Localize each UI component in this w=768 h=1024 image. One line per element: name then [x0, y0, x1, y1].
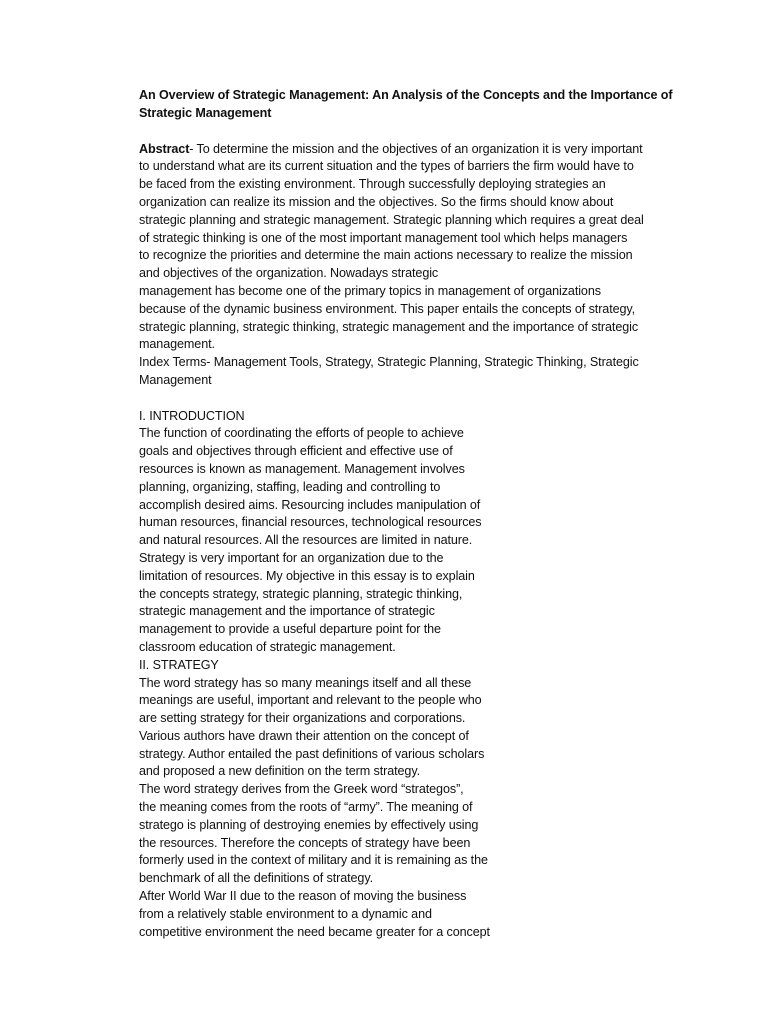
body-line: benchmark of all the definitions of strategy.	[139, 871, 373, 886]
body-line: After World War II due to the reason of moving the business	[139, 889, 467, 904]
body-line: limitation of resources. My objective in this essay is to explain	[139, 568, 475, 583]
body-line: The word strategy has so many meanings itself and all these	[139, 675, 472, 690]
abstract-line: organization can realize its mission and the objectives. So the firms should know about	[139, 194, 614, 209]
section-heading-strategy: II. STRATEGY	[139, 657, 219, 672]
body-line: and proposed a new definition on the term strategy.	[139, 764, 421, 779]
index-terms-line: Management	[139, 372, 212, 387]
paper-title	[139, 87, 684, 123]
body-line: The function of coordinating the efforts of people to achieve	[139, 426, 464, 441]
abstract-line: of strategic thinking is one of the most important management tool which helps managers	[139, 230, 628, 245]
body-line: human resources, financial resources, technological resources	[139, 515, 482, 530]
body-column	[139, 408, 519, 942]
abstract-line: management has become one of the primary topics in management of organizations	[139, 283, 601, 298]
body-line: competitive environment the need became greater for a concept	[139, 924, 490, 939]
body-line: goals and objectives through efficient and effective use of	[139, 444, 453, 459]
abstract-section	[139, 141, 679, 355]
title-line: An Overview of Strategic Management: An Analysis of the Concepts and the Importance of	[139, 88, 673, 102]
abstract-line: and objectives of the organization. Nowadays strategic	[139, 266, 439, 281]
body-line: Strategy is very important for an organization due to the	[139, 550, 444, 565]
body-line: Various authors have drawn their attention on the concept of	[139, 728, 469, 743]
body-line: the meaning comes from the roots of “army”. The meaning of	[139, 800, 473, 815]
body-line: strategic management and the importance of strategic	[139, 604, 435, 619]
body-line: the resources. Therefore the concepts of strategy have been	[139, 835, 471, 850]
abstract-line: because of the dynamic business environment. This paper entails the concepts of strategy,	[139, 301, 636, 316]
abstract-line: to understand what are its current situation and the types of barriers the firm would have to	[139, 159, 634, 174]
body-line: from a relatively stable environment to a dynamic and	[139, 906, 432, 921]
abstract-line: strategic planning and strategic management. Strategic planning which requires a great deal	[139, 212, 644, 227]
body-line: classroom education of strategic management.	[139, 639, 396, 654]
section-heading-introduction: I. INTRODUCTION	[139, 408, 245, 423]
body-line: The word strategy derives from the Greek word “strategos”,	[139, 782, 464, 797]
abstract-line: to recognize the priorities and determine the main actions necessary to realize the mission	[139, 248, 633, 263]
body-line: and natural resources. All the resources are limited in nature.	[139, 533, 473, 548]
index-terms	[139, 354, 679, 390]
body-line: meanings are useful, important and relevant to the people who	[139, 693, 482, 708]
body-line: strategy. Author entailed the past definitions of various scholars	[139, 746, 485, 761]
body-line: stratego is planning of destroying enemies by effectively using	[139, 817, 479, 832]
document-content	[139, 87, 699, 941]
title-line: Strategic Management	[139, 105, 272, 120]
body-line: the concepts strategy, strategic planning, strategic thinking,	[139, 586, 463, 601]
body-line: resources is known as management. Management involves	[139, 461, 465, 476]
abstract-line	[139, 141, 679, 159]
body-line: are setting strategy for their organizations and corporations.	[139, 711, 466, 726]
abstract-line: management.	[139, 337, 215, 352]
body-line: planning, organizing, staffing, leading and controlling to	[139, 479, 441, 494]
abstract-line: be faced from the existing environment. Through successfully deploying strategies an	[139, 177, 606, 192]
abstract-label: Abstract	[139, 141, 190, 156]
body-line: formerly used in the context of military and it is remaining as the	[139, 853, 488, 868]
abstract-line: strategic planning, strategic thinking, strategic management and the importance of strategic	[139, 319, 639, 334]
index-terms-line: Index Terms- Management Tools, Strategy, Strategic Planning, Strategic Thinking, Strategic	[139, 355, 639, 370]
body-line: accomplish desired aims. Resourcing includes manipulation of	[139, 497, 481, 512]
body-line: management to provide a useful departure point for the	[139, 622, 441, 637]
abstract-text: - To determine the mission and the objectives of an organization it is very important	[189, 141, 643, 156]
